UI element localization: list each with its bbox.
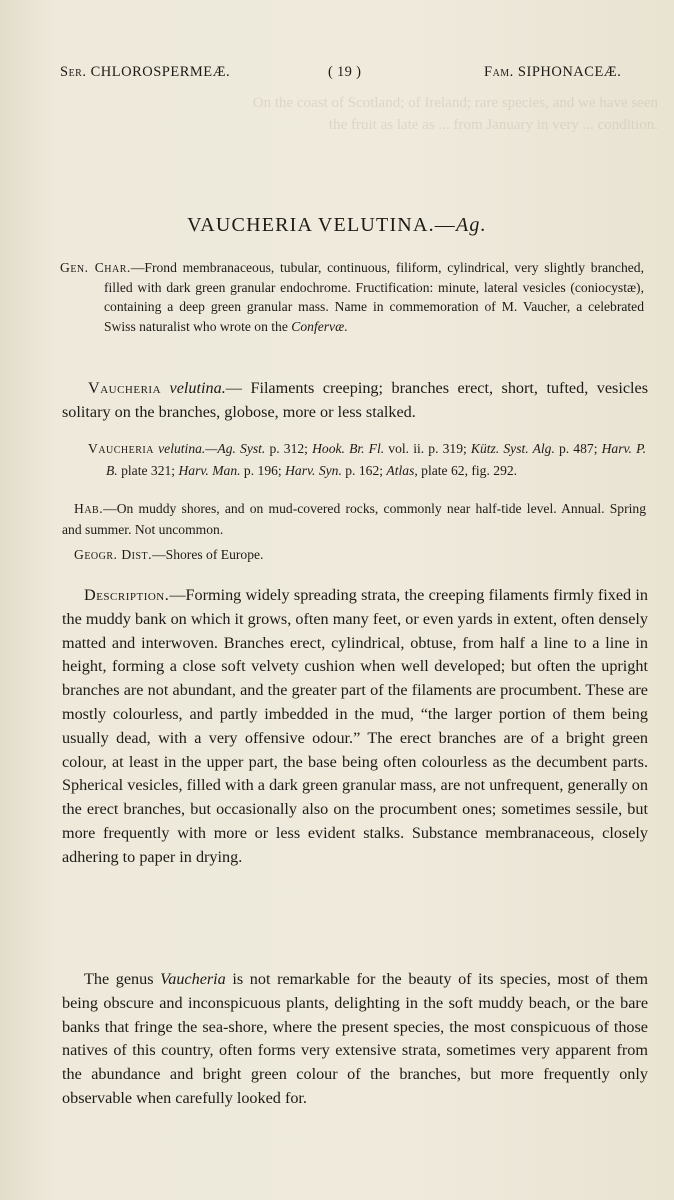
title-main: VAUCHERIA VELUTINA.— bbox=[187, 214, 456, 236]
gen-char-end: . bbox=[344, 318, 348, 334]
page-title bbox=[0, 214, 674, 237]
page-number: ( 19 ) bbox=[328, 64, 362, 80]
habitat-label: Hab. bbox=[74, 501, 104, 516]
running-header bbox=[0, 64, 674, 84]
header-family: Fam. SIPHONACEÆ. bbox=[484, 64, 622, 80]
distribution-text: —Shores of Europe. bbox=[152, 547, 264, 562]
syn-ref-4: Harv. P. B. bbox=[106, 441, 647, 478]
species-diagnosis bbox=[62, 376, 648, 424]
genus-character bbox=[60, 258, 644, 336]
gen-char-text: —Frond membranaceous, tubular, continuous, filiform, cylindrical, very slightly branched, filled with dark green granular endochrome. Fructification: minute, lateral vesicles (coniocystæ), containing a deep green granular mass. Name in commemoration of M. Vaucher, a celebrated Swiss naturalist who wrote on the bbox=[104, 260, 644, 334]
syn-ref-5: Harv. Man. bbox=[178, 462, 241, 478]
description-text: —Forming widely spreading strata, the creeping filaments firmly fixed in the muddy bank on which it grows, often many feet, or even yards in extent, often densely matted and interwoven. Branches erect, cylindrical, obtuse, from half a line to a line in height, forming a close soft velvety cushion when well developed; but often the upright branches are not abundant, and the greater part of the filaments are procumbent. These are mostly colourless, and partly imbedded in the mud, “the larger portion of them being usually dead, with a very offensive odour.” The erect branches are of a bright green colour, at least in the upper part, the base being often colourless as the decumbent parts. Spherical vesicles, filled with a dark green granular mass, are not unfrequent, generally on the erect branches, but occasionally also on the procumbent ones; sometimes sessile, but more frequently with more or less evident stalks. Substance membranaceous, closely adhering to paper in drying. bbox=[62, 586, 648, 866]
syn-page-5: p. 196; bbox=[240, 462, 286, 478]
syn-ref-7: Atlas bbox=[386, 462, 415, 478]
distribution-label: Geogr. Dist. bbox=[74, 547, 153, 562]
syn-ref-6: Harv. Syn. bbox=[285, 462, 342, 478]
header-series: Ser. CHLOROSPERMEÆ. bbox=[60, 64, 231, 80]
note-text: is not remarkable for the beauty of its species, most of them being obscure and inconspicuous plants, delighting in the soft muddy beach, or the bare banks that fringe the sea-shore, where the present species, the most conspicuous of those natives of this country, often forms very extensive strata, sometimes very apparent from the abundance and bright green colour of the branches, but more frequently only observable when carefully looked for. bbox=[62, 970, 648, 1107]
syn-ref-2: Hook. Br. Fl. bbox=[312, 441, 385, 456]
habitat bbox=[62, 498, 646, 540]
genus-note bbox=[62, 968, 648, 1111]
species-genus: Vaucheria bbox=[88, 379, 162, 397]
syn-page-2: vol. ii. p. 319; bbox=[384, 441, 471, 456]
synonymy bbox=[88, 438, 646, 481]
geographic-distribution bbox=[74, 544, 646, 565]
species-text: — Filaments creeping; branches erect, short, tufted, vesicles solitary on the branches, globose, more or less stalked. bbox=[62, 379, 649, 421]
note-genus: Vaucheria bbox=[160, 970, 226, 988]
syn-page-7: , plate 62, fig. 292. bbox=[414, 462, 518, 478]
description bbox=[62, 584, 648, 870]
gen-char-italic: Confervæ bbox=[291, 318, 345, 334]
syn-ref-1: velutina.—Ag. Syst. bbox=[158, 441, 266, 456]
species-epithet: velutina. bbox=[169, 379, 226, 397]
title-author: Ag. bbox=[456, 214, 487, 236]
note-start: The genus bbox=[84, 970, 161, 988]
syn-page-6: p. 162; bbox=[341, 462, 387, 478]
syn-page-1: p. 312; bbox=[265, 441, 313, 456]
habitat-text: —On muddy shores, and on mud-covered rocks, commonly near half-tide level. Annual. Spring and summer. Not uncommon. bbox=[62, 501, 646, 537]
bleed-through-text: On the coast of Scotland; of Ireland; rare species, and we have seen the fruit as late as ... from January in very ... condition. bbox=[252, 95, 658, 133]
gen-char-label: Gen. Char. bbox=[60, 260, 131, 275]
syn-page-4: plate 321; bbox=[117, 462, 179, 478]
syn-genus: Vaucheria bbox=[88, 441, 154, 456]
syn-page-3: p. 487; bbox=[554, 441, 602, 456]
syn-ref-3: Kütz. Syst. Alg. bbox=[470, 441, 555, 456]
description-label: Description. bbox=[84, 586, 170, 604]
